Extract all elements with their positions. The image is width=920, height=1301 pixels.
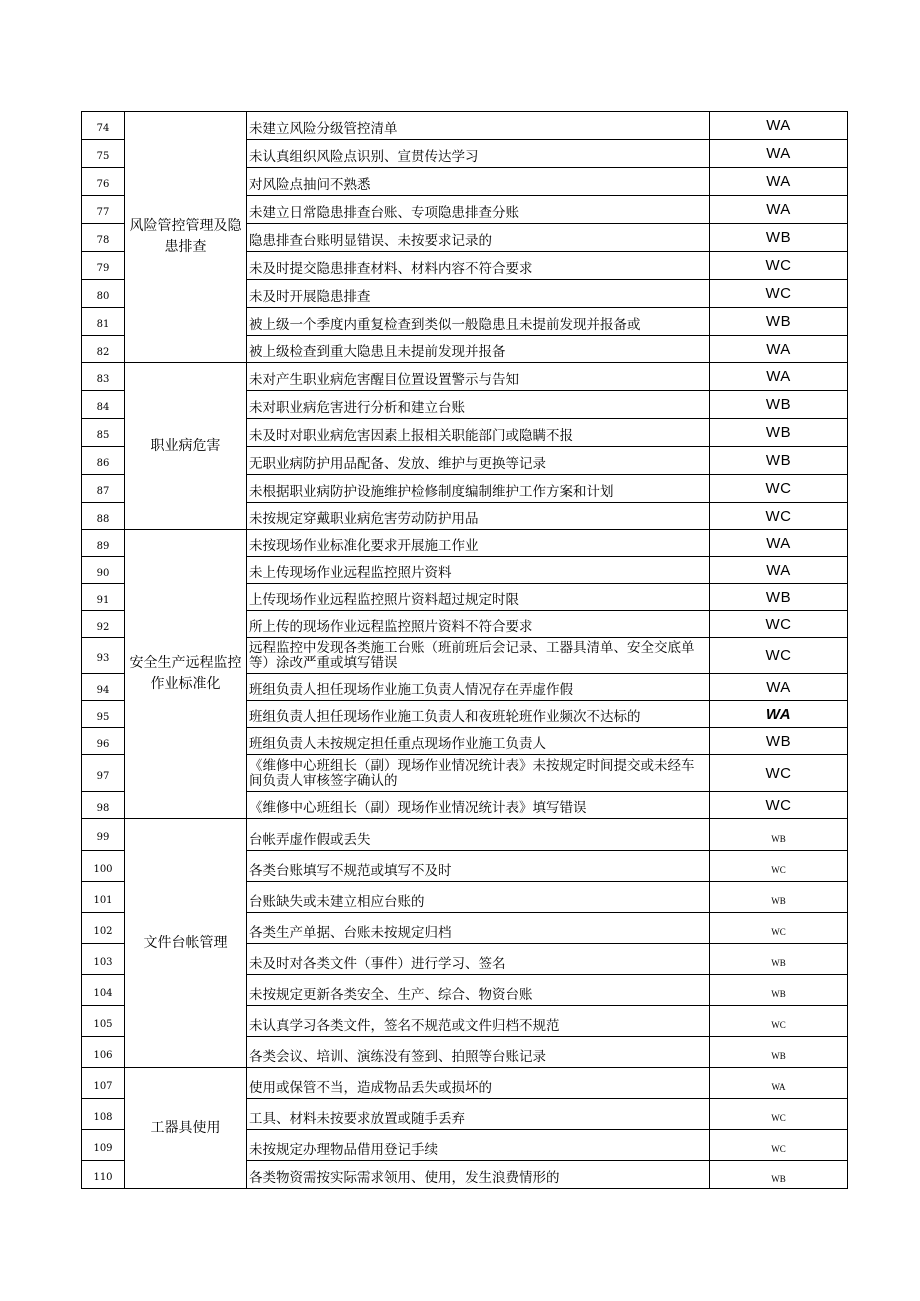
item-description <box>247 819 710 851</box>
row-number: 88 <box>82 503 125 530</box>
item-description <box>247 584 710 611</box>
item-description-text: 隐患排查台账明显错误、未按要求记录的 <box>249 233 492 249</box>
row-number: 75 <box>82 140 125 168</box>
violation-level: WA <box>710 336 848 363</box>
item-description-text: 台帐弄虚作假或丢失 <box>249 832 371 848</box>
violation-level: WC <box>710 851 848 882</box>
row-number: 94 <box>82 674 125 701</box>
row-number: 85 <box>82 419 125 447</box>
violation-level: WC <box>710 280 848 308</box>
item-description-text: 未认真组织风险点识别、宣贯传达学习 <box>249 149 479 165</box>
item-description <box>247 755 710 792</box>
item-description-text: 所上传的现场作业远程监控照片资料不符合要求 <box>249 619 533 635</box>
row-number: 81 <box>82 308 125 336</box>
item-description <box>247 701 710 728</box>
violation-level: WC <box>710 1006 848 1037</box>
row-number: 84 <box>82 391 125 419</box>
item-description-text: 未根据职业病防护设施维护检修制度编制维护工作方案和计划 <box>249 484 614 500</box>
item-description-text: 上传现场作业远程监控照片资料超过规定时限 <box>249 592 519 608</box>
violation-level: WA <box>710 701 848 728</box>
item-description-text: 被上级检查到重大隐患且未提前发现并报备 <box>249 344 506 360</box>
item-description <box>247 363 710 391</box>
item-description <box>247 792 710 819</box>
row-number: 76 <box>82 168 125 196</box>
item-description-text: 对风险点抽问不熟悉 <box>249 177 371 193</box>
item-description-text: 未认真学习各类文件，签名不规范或文件归档不规范 <box>249 1018 560 1034</box>
item-description <box>247 252 710 280</box>
item-description <box>247 503 710 530</box>
item-description <box>247 1037 710 1068</box>
item-description <box>247 638 710 674</box>
violation-level: WA <box>710 674 848 701</box>
category-cell: 风险管控管理及隐患排查 <box>125 112 247 363</box>
violation-level: WC <box>710 792 848 819</box>
violation-level: WB <box>710 1037 848 1068</box>
item-description-text: 《维修中心班组长（副）现场作业情况统计表》填写错误 <box>249 800 587 816</box>
row-number: 96 <box>82 728 125 755</box>
row-number: 78 <box>82 224 125 252</box>
row-number: 109 <box>82 1130 125 1161</box>
item-description <box>247 1099 710 1130</box>
item-description-text: 未按现场作业标准化要求开展施工作业 <box>249 538 479 554</box>
row-number: 80 <box>82 280 125 308</box>
item-description <box>247 475 710 503</box>
item-description-text: 被上级一个季度内重复检查到类似一般隐患且未提前发现并报备或 <box>249 317 641 333</box>
item-description <box>247 557 710 584</box>
row-number: 93 <box>82 638 125 674</box>
item-description <box>247 224 710 252</box>
item-description <box>247 882 710 913</box>
violation-level: WB <box>710 447 848 475</box>
row-number: 105 <box>82 1006 125 1037</box>
item-description <box>247 336 710 363</box>
item-description <box>247 944 710 975</box>
category-cell: 职业病危害 <box>125 363 247 530</box>
row-number: 87 <box>82 475 125 503</box>
table-row <box>82 363 848 391</box>
table-row <box>82 112 848 140</box>
item-description <box>247 530 710 557</box>
item-description <box>247 280 710 308</box>
row-number: 102 <box>82 913 125 944</box>
row-number: 95 <box>82 701 125 728</box>
item-description <box>247 1068 710 1099</box>
row-number: 83 <box>82 363 125 391</box>
category-cell: 工器具使用 <box>125 1068 247 1189</box>
row-number: 74 <box>82 112 125 140</box>
row-number: 108 <box>82 1099 125 1130</box>
item-description-text: 班组负责人未按规定担任重点现场作业施工负责人 <box>249 736 546 752</box>
table-row <box>82 819 848 851</box>
item-description-text: 各类物资需按实际需求领用、使用，发生浪费情形的 <box>249 1170 560 1186</box>
violation-level: WC <box>710 638 848 674</box>
item-description <box>247 913 710 944</box>
row-number: 79 <box>82 252 125 280</box>
item-description-text: 班组负责人担任现场作业施工负责人情况存在弄虚作假 <box>249 682 573 698</box>
item-description <box>247 851 710 882</box>
violation-level: WB <box>710 224 848 252</box>
violation-level: WC <box>710 1130 848 1161</box>
violation-level: WB <box>710 975 848 1006</box>
row-number: 99 <box>82 819 125 851</box>
violation-level: WA <box>710 530 848 557</box>
item-description <box>247 1006 710 1037</box>
row-number: 101 <box>82 882 125 913</box>
violation-level: WC <box>710 252 848 280</box>
item-description-text: 未及时对职业病危害因素上报相关职能部门或隐瞒不报 <box>249 428 573 444</box>
item-description <box>247 419 710 447</box>
row-number: 91 <box>82 584 125 611</box>
item-description-text: 各类台账填写不规范或填写不及时 <box>249 863 452 879</box>
violation-level: WB <box>710 419 848 447</box>
row-number: 103 <box>82 944 125 975</box>
item-description <box>247 112 710 140</box>
item-description-text: 未上传现场作业远程监控照片资料 <box>249 565 452 581</box>
item-description-text: 远程监控中发现各类施工台账（班前班后会记录、工器具清单、安全交底单等）涂改严重或填写错误 <box>249 640 695 671</box>
violation-level: WB <box>710 819 848 851</box>
item-description-text: 未按规定办理物品借用登记手续 <box>249 1142 438 1158</box>
violation-level: WA <box>710 363 848 391</box>
row-number: 104 <box>82 975 125 1006</box>
table-row <box>82 530 848 557</box>
item-description <box>247 975 710 1006</box>
violation-level: WB <box>710 728 848 755</box>
item-description <box>247 391 710 419</box>
violation-level: WB <box>710 308 848 336</box>
item-description <box>247 196 710 224</box>
item-description <box>247 1130 710 1161</box>
item-description-text: 未建立日常隐患排查台账、专项隐患排查分账 <box>249 205 519 221</box>
item-description-text: 工具、材料未按要求放置或随手丢弃 <box>249 1111 465 1127</box>
item-description-text: 台账缺失或未建立相应台账的 <box>249 894 425 910</box>
violation-level: WA <box>710 196 848 224</box>
row-number: 77 <box>82 196 125 224</box>
item-description-text: 未对产生职业病危害醒目位置设置警示与告知 <box>249 372 519 388</box>
item-description-text: 未及时开展隐患排查 <box>249 289 371 305</box>
inspection-standard-table <box>81 111 848 1189</box>
row-number: 100 <box>82 851 125 882</box>
row-number: 89 <box>82 530 125 557</box>
item-description-text: 各类会议、培训、演练没有签到、拍照等台账记录 <box>249 1049 546 1065</box>
violation-level: WA <box>710 1068 848 1099</box>
item-description-text: 班组负责人担任现场作业施工负责人和夜班轮班作业频次不达标的 <box>249 709 641 725</box>
violation-level: WC <box>710 1099 848 1130</box>
row-number: 98 <box>82 792 125 819</box>
row-number: 86 <box>82 447 125 475</box>
violation-level: WA <box>710 168 848 196</box>
violation-level: WB <box>710 584 848 611</box>
violation-level: WC <box>710 503 848 530</box>
violation-level: WC <box>710 475 848 503</box>
category-cell: 文件台帐管理 <box>125 819 247 1068</box>
item-description-text: 使用或保管不当，造成物品丢失或损坏的 <box>249 1080 492 1096</box>
item-description-text: 未及时对各类文件（事件）进行学习、签名 <box>249 956 506 972</box>
violation-level: WA <box>710 557 848 584</box>
row-number: 97 <box>82 755 125 792</box>
violation-level: WB <box>710 391 848 419</box>
row-number: 106 <box>82 1037 125 1068</box>
row-number: 92 <box>82 611 125 638</box>
table-row <box>82 1068 848 1099</box>
item-description <box>247 611 710 638</box>
violation-level: WA <box>710 112 848 140</box>
violation-level: WB <box>710 882 848 913</box>
category-cell: 安全生产远程监控作业标准化 <box>125 530 247 819</box>
item-description-text: 各类生产单据、台账未按规定归档 <box>249 925 452 941</box>
row-number: 110 <box>82 1161 125 1189</box>
row-number: 90 <box>82 557 125 584</box>
item-description <box>247 308 710 336</box>
row-number: 82 <box>82 336 125 363</box>
item-description-text: 未按规定更新各类安全、生产、综合、物资台账 <box>249 987 533 1003</box>
violation-level: WC <box>710 755 848 792</box>
violation-level: WA <box>710 140 848 168</box>
item-description <box>247 728 710 755</box>
item-description-text: 未对职业病危害进行分析和建立台账 <box>249 400 465 416</box>
violation-level: WC <box>710 913 848 944</box>
item-description <box>247 1161 710 1189</box>
item-description-text: 未按规定穿戴职业病危害劳动防护用品 <box>249 511 479 527</box>
violation-level: WB <box>710 944 848 975</box>
item-description-text: 无职业病防护用品配备、发放、维护与更换等记录 <box>249 456 546 472</box>
item-description-text: 《维修中心班组长（副）现场作业情况统计表》未按规定时间提交或未经车间负责人审核签字确认的 <box>249 758 695 789</box>
violation-level: WB <box>710 1161 848 1189</box>
item-description <box>247 674 710 701</box>
item-description <box>247 447 710 475</box>
item-description <box>247 140 710 168</box>
row-number: 107 <box>82 1068 125 1099</box>
item-description-text: 未及时提交隐患排查材料、材料内容不符合要求 <box>249 261 533 277</box>
item-description <box>247 168 710 196</box>
violation-level: WC <box>710 611 848 638</box>
item-description-text: 未建立风险分级管控清单 <box>249 121 398 137</box>
